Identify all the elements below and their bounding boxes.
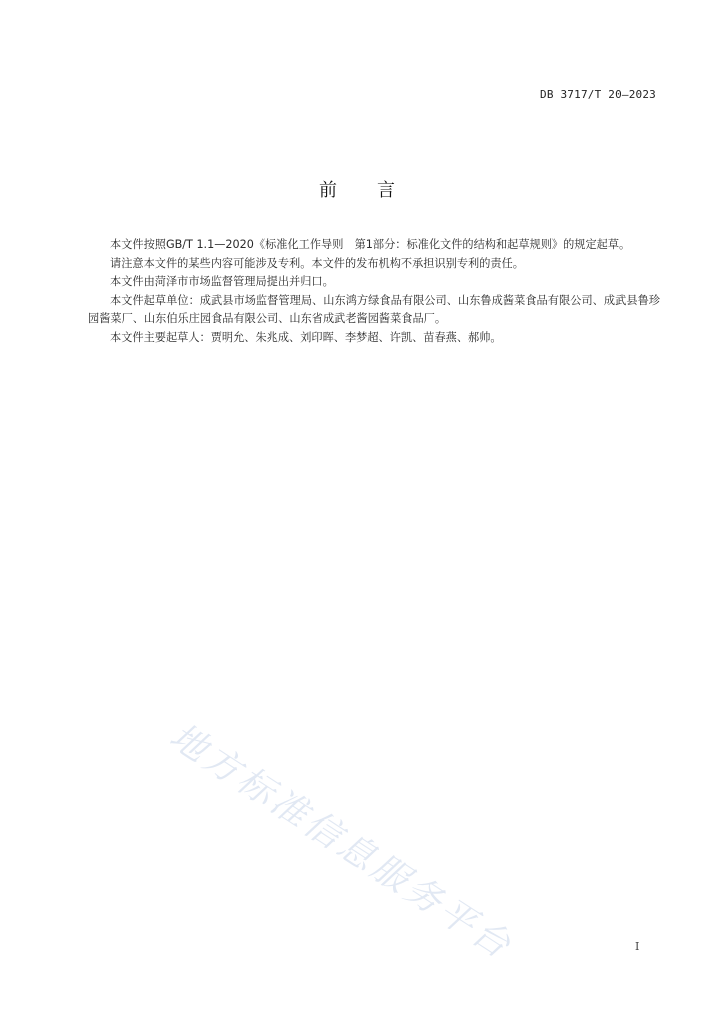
paragraph-drafting-rules: 本文件按照GB/T 1.1—2020《标准化工作导则 第1部分：标准化文件的结构和起草规则》的规定起草。 [110, 238, 631, 251]
paragraph-proposer: 本文件由菏泽市市场监督管理局提出并归口。 [110, 275, 334, 288]
page-title: 前言 [319, 180, 435, 201]
page-number: I [635, 940, 640, 953]
watermark: 地方标准信息服务平台 [162, 715, 521, 969]
document-code: DB 3717/T 20—2023 [540, 88, 656, 101]
paragraph-drafters: 本文件主要起草人：贾明允、朱兆成、刘印晖、李梦超、许凯、苗春燕、郝帅。 [110, 330, 502, 344]
paragraph-patent-notice: 请注意本文件的某些内容可能涉及专利。本文件的发布机构不承担识别专利的责任。 [110, 256, 524, 270]
paragraph-drafting-units: 本文件起草单位：成武县市场监督管理局、山东鸿方绿食品有限公司、山东鲁成酱菜食品有限公司、成武县鲁珍园酱菜厂、山东伯乐庄园食品有限公司、山东省成武老酱园酱菜食品厂。 [88, 293, 660, 325]
foreword-body [88, 236, 660, 347]
